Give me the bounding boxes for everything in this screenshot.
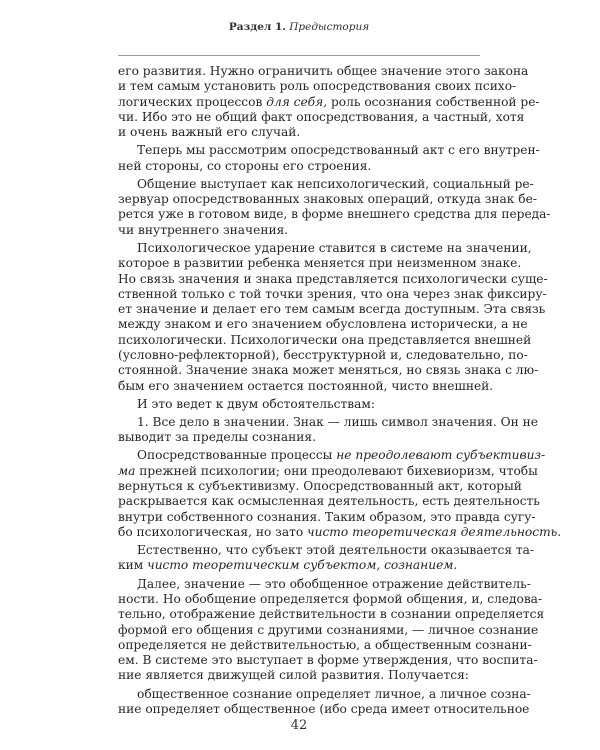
running-header [118,20,480,34]
italic-text: чисто теоретическая деятельность. [307,524,562,539]
text-segment: зервуар опосредствованных знаковых операций, откуда знак бе- [118,192,537,207]
text-segment: прежней психологии; они преодолевают бихевиоризм, чтобы [135,463,538,478]
text-segment: роль осознания собственной ре- [327,94,540,109]
text-segment: бо психологическая, но зато [118,524,308,539]
text-segment: определяется не действительностью, а общественным сознани- [118,637,532,652]
text-segment: Естественно, что субъект этой деятельности оказывается та- [137,543,535,558]
text-segment: ем. В системе это выступает в форме утверждения, что воспита- [118,653,538,668]
text-segment: рется уже в готовом виде, в форме внешнего средства для переда- [118,207,551,222]
text-line [118,509,536,525]
paragraph [118,414,538,446]
text-segment: психологически. Психологически она представляется внешней [118,332,532,347]
text-line [118,591,543,607]
text-line [118,686,531,702]
italic-text: чисто теоретическим субъектом, сознанием [147,558,454,573]
text-line [118,240,532,256]
text-line [118,207,551,222]
text-line [118,668,480,683]
text-line [118,543,535,558]
text-line [118,159,480,174]
text-segment: выводит за пределы сознания. [118,430,316,445]
text-segment: (условно-рефлекторной), бесструктурной и, следовательно, по- [118,348,528,363]
text-line [118,363,539,378]
text-segment: ние определяет общественное (ибо среда имеет относительное [118,701,530,716]
paragraph [118,176,551,238]
text-line [118,463,538,479]
text-line [118,524,562,540]
text-segment: Опосредствованные процессы [137,448,337,463]
header-divider [118,55,480,56]
text-line [118,332,532,348]
paragraph [118,543,535,574]
text-line [118,317,528,332]
body-text [118,64,562,720]
text-segment: Общение выступает как непсихологический, социальный ре- [137,176,534,191]
text-segment: и тем самым установить роль опосредствования своих психо- [118,79,517,94]
text-segment: бым его значением остается постоянной, чисто внешней. [118,378,494,393]
text-segment: 1. Все дело в значении. Знак — лишь символ значения. Он не [137,414,538,429]
text-line [118,607,545,622]
text-segment: его развития. Нужно ограничить общее значение этого закона [118,64,529,78]
text-segment: между знаком и его значением обусловлена исторически, а не [118,317,528,332]
text-line [118,94,540,110]
text-line [118,79,517,94]
text-line [118,109,525,125]
text-line [118,286,547,302]
text-segment: внутри собственного сознания. Таким образом, это правда сугу- [118,509,536,524]
text-segment: ние является движущей силой развития. Получается: [118,668,469,683]
paragraph [118,576,545,684]
italic-text: ма [118,463,136,478]
text-line [118,622,539,638]
text-segment: вернуться к субъективизму. Опосредствованный акт, который [118,479,522,494]
paragraph [118,143,540,174]
text-line [118,637,532,653]
text-line [118,64,529,79]
paragraph [118,686,531,718]
text-line [118,348,528,363]
text-segment: логических процессов [118,94,267,109]
text-segment: ней стороны, со стороны его строения. [118,158,372,173]
text-line [118,397,480,412]
text-line [118,176,534,192]
text-segment: тельно, отображение действительности в сознании определяется [118,607,545,622]
text-segment: чи внутреннего значения. [118,222,289,237]
text-segment: раскрывается как осмысленная деятельность, есть деятельность [118,494,540,509]
page-number: 42 [290,718,308,733]
text-segment: чи. Ибо это не общий факт опосредствования, а частный, хотя [118,109,525,124]
text-line [118,143,540,158]
text-segment: . [453,558,458,573]
text-line [118,494,540,509]
text-line [118,302,546,317]
paragraph [118,64,540,140]
paragraph [118,448,562,540]
text-line [118,430,480,445]
text-segment: формой его общения с другими сознаниями, — личное сознание [118,622,539,637]
text-line [118,448,546,463]
text-segment: и очень важный его случай. [118,125,301,140]
text-segment: Но связь значения и знака представляется психологически суще- [118,271,548,286]
text-line [118,653,538,668]
text-segment: ким [118,558,148,573]
text-segment: ности. Но обобщение определяется формой общения, и, следова- [118,591,543,606]
text-line [118,414,538,430]
text-segment: общественное сознание определяет личное, а личное созна- [137,686,531,701]
text-line [118,558,480,573]
paragraph [118,397,480,412]
text-segment: Далее, значение — это обобщенное отражение действитель- [137,576,531,591]
text-line [118,479,522,494]
paragraph [118,240,548,394]
text-segment: ственной только с той точки зрения, что она через знак фиксиру- [118,286,547,301]
text-line [118,701,530,717]
text-segment: Психологическое ударение ставится в системе на значении, [137,240,532,255]
section-label: Раздел 1. [228,21,286,33]
text-line [118,576,531,592]
text-line [118,223,480,238]
text-line [118,378,494,394]
text-line [118,256,522,271]
text-segment: ет значение и делает его тем самым всегда доступным. Эта связь [118,302,546,317]
text-line [118,271,548,287]
section-title: Предыстория [289,21,370,33]
text-segment: Теперь мы рассмотрим опосредствованный акт с его внутрен- [137,143,540,158]
italic-text: для себя, [266,94,328,109]
italic-text: не преодолевают субъективиз- [336,448,546,463]
text-segment: стоянной. Значение знака может меняться, но связь знака с лю- [118,363,539,378]
text-line [118,192,537,207]
text-line [118,125,480,140]
text-segment: которое в развитии ребенка меняется при неизменном знаке. [118,256,522,271]
text-segment: И это ведет к двум обстоятельствам: [137,396,375,411]
